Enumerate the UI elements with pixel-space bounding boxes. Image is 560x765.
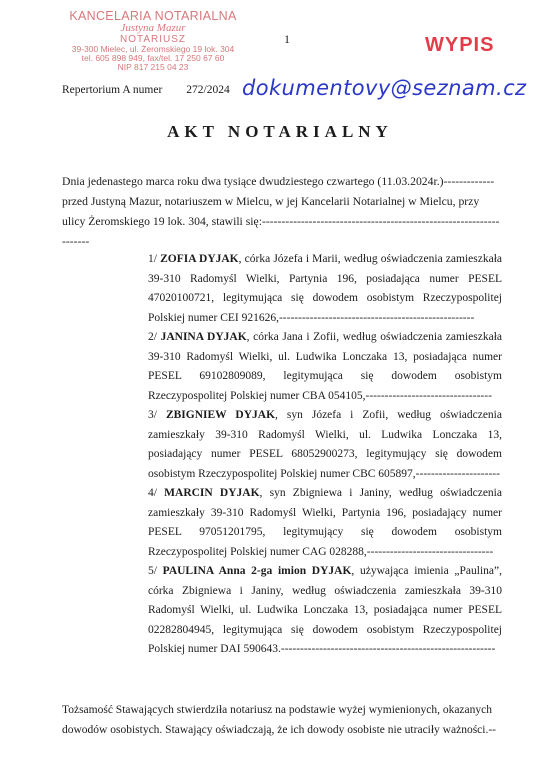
party-number: 1/ (148, 253, 161, 265)
repertorium-number: 272/2024 (186, 84, 230, 96)
party-item (148, 562, 502, 660)
party-name: ZOFIA DYJAK (160, 253, 239, 265)
notary-stamp (58, 10, 248, 72)
stamp-nip: NIP 817 215 04 23 (117, 62, 189, 73)
stamp-notary-title: NOTARIUSZ (119, 33, 187, 45)
party-details: , używająca imienia „Paulina”, córka Zbigniewa i Janiny, według oświadczenia zamieszkała 39-310 Radomyśl Wielki, ul. Ludwika Lonczaka 13, posiadająca numer PESEL 02282804945, legitymująca się dowodem osobistym Rzeczypospolitej Polskiej numer DAI 590643.-------------------------------------------------------- (148, 565, 502, 655)
party-details: , syn Józefa i Zofii, według oświadczenia zamieszkały 39-310 Radomyśl Wielki, ul. Ludwika Lonczaka 13, posiadający numer PESEL 68052900273, legitymujący się dowodem osobistym Rzeczypospolitej Polskiej numer CBC 605897,---------------------- (148, 409, 502, 480)
handwritten-email-note: dokumentovy@seznam.cz (242, 76, 527, 100)
party-item (148, 484, 502, 562)
repertorium-label: Repertorium A numer (62, 84, 163, 96)
party-name: PAULINA Anna 2-ga imion DYJAK (162, 565, 352, 577)
party-number: 3/ (148, 409, 166, 421)
repertorium-line (62, 84, 230, 96)
party-name: ZBIGNIEW DYJAK (165, 409, 276, 421)
closing-paragraph: Tożsamość Stawających stwierdziła notariusz na podstawie wyżej wymienionych, okazanych dowodów osobistych. Stawający oświadczają, że ich dowody osobiste nie utraciły ważności.-- (62, 704, 497, 736)
party-details: , córka Józefa i Marii, według oświadczenia zamieszkała 39-310 Radomyśl Wielki, Partynia 196, posiadająca numer PESEL 47020100721, legitymująca się dowodem osobistym Rzeczypospolitej Polskiej numer CEI 921626,--------------------------------------------------- (148, 253, 502, 324)
party-details: , córka Jana i Zofii, według oświadczenia zamieszkała 39-310 Radomyśl Wielki, ul. Ludwika Lonczaka 13, posiadająca numer PESEL 69102809089, legitymująca się dowodem osobistym Rzeczypospolitej Polskiej numer CBA 054105,--------------------------------- (148, 331, 502, 402)
party-name: JANINA DYJAK (160, 331, 247, 343)
stamp-phone: tel. 605 898 949, fax/tel. 17 250 67 60 (81, 53, 225, 64)
stamp-office-name: KANCELARIA NOTARIALNA (69, 9, 237, 23)
stamp-address: 39-300 Mielec, ul. Żeromskiego 19 lok. 304 (71, 44, 235, 55)
party-details: , syn Zbigniewa i Janiny, według oświadczenia zamieszkały 39-310 Radomyśl Wielki, Partynia 196, posiadający numer PESEL 97051201795, legitymujący się dowodem osobistym Rzeczypospolitej Polskiej numer CAG 028288,--------------------------------- (148, 487, 502, 558)
party-item (148, 250, 502, 328)
stamp-notary-name: Justyna Mazur (120, 22, 186, 35)
page-number: 1 (284, 32, 290, 46)
parties-list (148, 250, 502, 660)
intro-paragraph: Dnia jedenastego marca roku dwa tysiące dwudziestego czwartego (11.03.2024r.)------------- przed Justyną Mazur, notariuszem w Mielcu, w jej Kancelarii Notarialnej w Mielcu, przy ulicy Żeromskiego 19 lok. 304, stawili się:-------------------------------------------------------------------- (62, 175, 500, 248)
party-number: 2/ (148, 331, 161, 343)
party-item (148, 406, 502, 484)
party-number: 4/ (148, 487, 165, 499)
party-item (148, 328, 502, 406)
document-title: AKT NOTARIALNY (167, 122, 393, 141)
party-number: 5/ (148, 565, 163, 577)
party-name: MARCIN DYJAK (164, 487, 260, 499)
wypis-stamp: WYPIS (425, 34, 495, 56)
